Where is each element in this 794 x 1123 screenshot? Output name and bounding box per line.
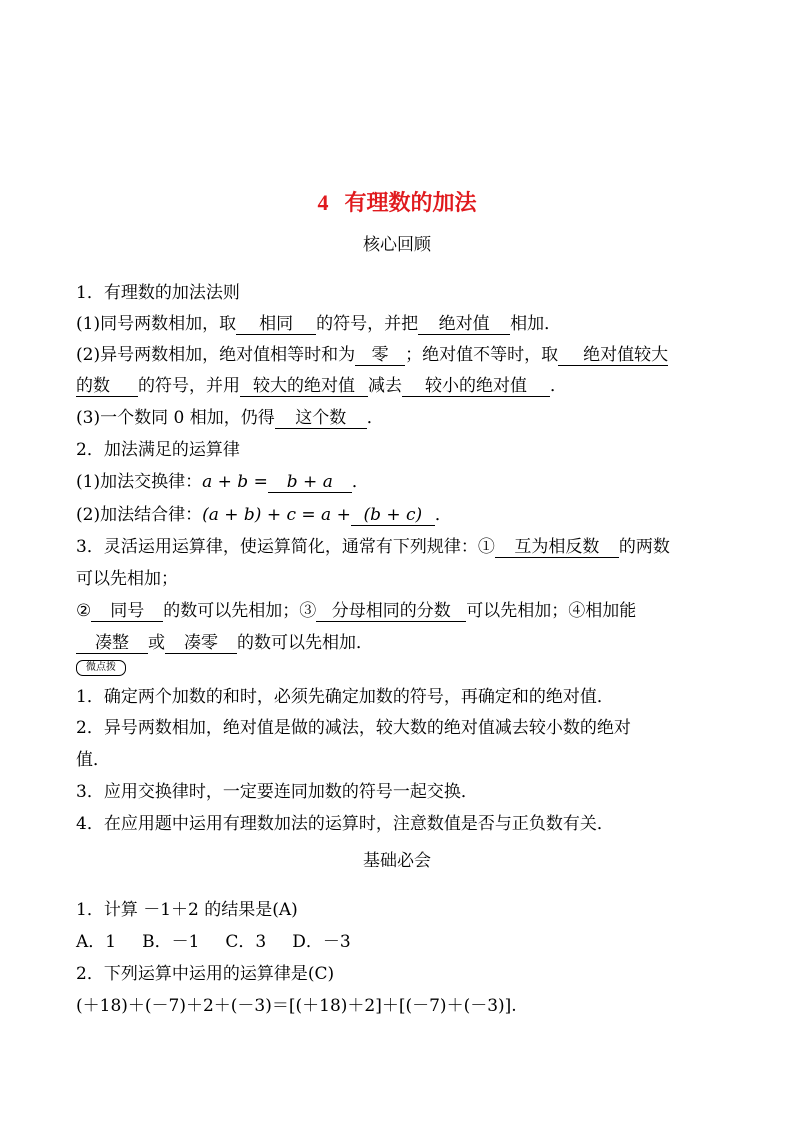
lesson-title: 有理数的加法 — [344, 191, 477, 216]
blank: 绝对值 — [418, 315, 510, 335]
question-2: 2．下列运算中运用的运算律是(C) — [76, 964, 335, 984]
tip-2-cont: 值． — [76, 750, 110, 770]
law-heading: 2．加法满足的运算律 — [76, 440, 240, 460]
rule-1: (1)同号两数相加，取 相同 的符号，并把 绝对值 相加． — [76, 314, 562, 334]
law-commutative: (1)加法交换律：a + b = b + a ． — [76, 472, 369, 492]
blank: 较小的绝对值 — [402, 377, 550, 397]
question-1-options — [76, 932, 726, 952]
rules-list-cont: 凑整 或 凑零 的数可以先相加． — [76, 633, 726, 654]
blank: b + a — [268, 473, 352, 493]
option-a: A．1 — [76, 932, 117, 952]
option-c: C．3 — [225, 932, 267, 952]
rule-2: (2)异号两数相加，绝对值相等时和为 零 ；绝对值不等时，取 绝对值较大 — [76, 345, 669, 365]
tip-2: 2．异号两数相加，绝对值是做的减法，较大数的绝对值减去较小数的绝对 — [76, 718, 631, 738]
question-2-expression: (＋18)＋(－7)＋2＋(－3)＝[(＋18)＋2]＋[(－7)＋(－3)]. — [76, 996, 517, 1016]
tip-1: 1．确定两个加数的和时，必须先确定加数的符号，再确定和的绝对值． — [76, 687, 614, 707]
rules-list: ② 同号 的数可以先相加；③ 分母相同的分数 可以先相加；④相加能 — [76, 601, 637, 621]
blank: 凑零 — [165, 634, 237, 654]
tip-4: 4．在应用题中运用有理数加法的运算时，注意数值是否与正负数有关． — [76, 814, 614, 834]
section-basic: 基础必会 — [363, 851, 431, 871]
rule-2-cont: 的数 的符号，并用 较大的绝对值 减去 较小的绝对值 ． — [76, 376, 567, 396]
rule-heading: 1．有理数的加法法则 — [76, 283, 240, 303]
option-b: B．－1 — [142, 932, 200, 952]
rules-heading: 3．灵活运用运算律，使运算简化，通常有下列规律：① 互为相反数 的两数 — [76, 537, 670, 557]
tip-3: 3．应用交换律时，一定要连同加数的符号一起交换． — [76, 782, 478, 802]
law-associative: (2)加法结合律：(a + b) + c = a + (b + c) ． — [76, 505, 452, 525]
blank: 这个数 — [275, 409, 367, 429]
option-d: D．－3 — [292, 932, 351, 952]
blank: 互为相反数 — [495, 538, 619, 558]
section-core-review: 核心回顾 — [363, 235, 431, 255]
blank: 凑整 — [76, 634, 148, 654]
blank: 零 — [355, 346, 405, 366]
blank: 绝对值较大 — [558, 346, 668, 366]
lesson-number: 4 — [317, 190, 329, 215]
rules-cont: 可以先相加； — [76, 569, 178, 589]
question-1: 1．计算 －1＋2 的结果是(A) — [76, 900, 298, 920]
blank: 相同 — [236, 315, 316, 335]
tip-badge: 微点拨 — [76, 660, 126, 676]
blank: 的数 — [76, 377, 138, 397]
blank: (b + c) — [351, 506, 435, 526]
blank: 同号 — [91, 602, 163, 622]
page-title — [0, 186, 794, 217]
rule-3: (3)一个数同 0 相加，仍得 这个数 ． — [76, 408, 384, 428]
blank: 分母相同的分数 — [316, 602, 466, 622]
blank: 较大的绝对值 — [240, 377, 368, 397]
